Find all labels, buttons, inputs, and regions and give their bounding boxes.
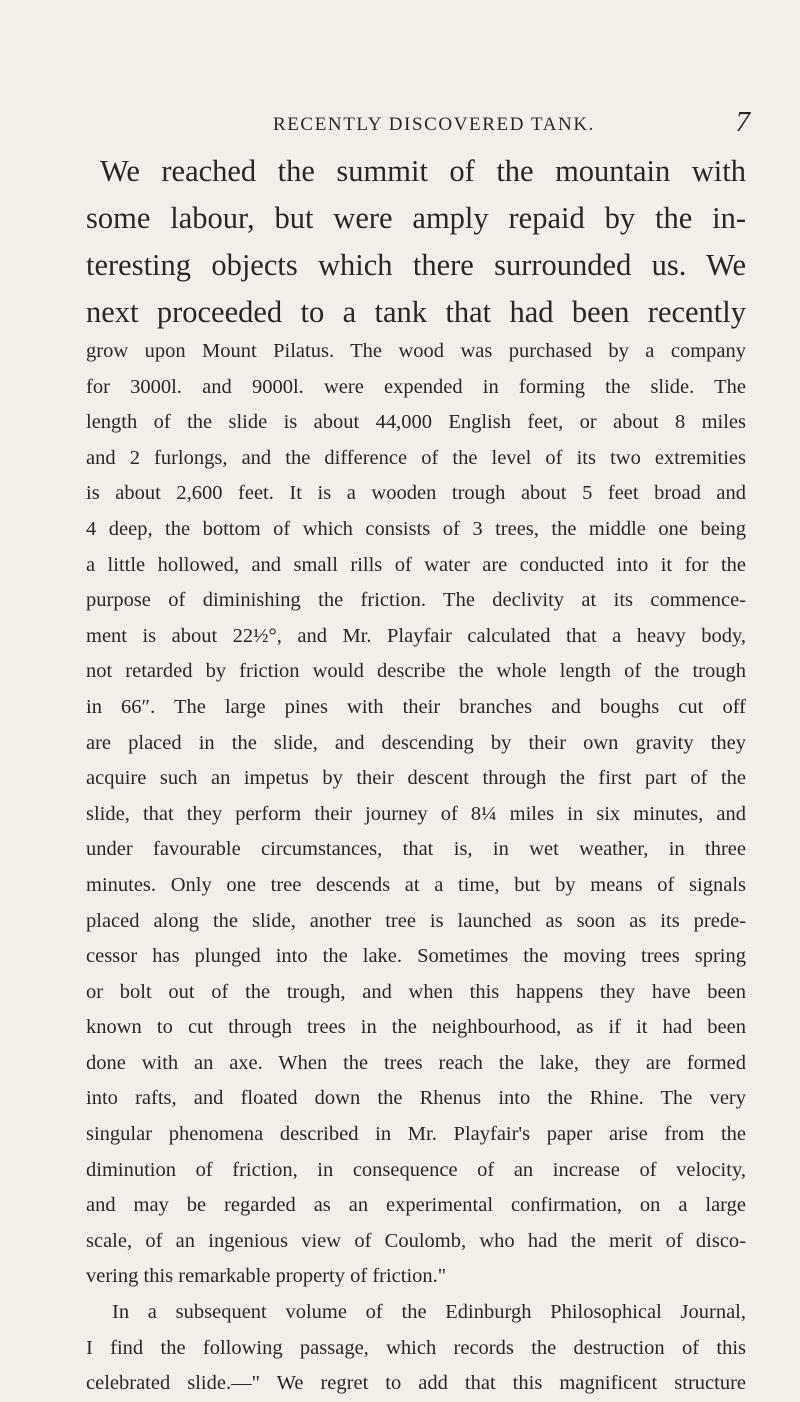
text-line: length of the slide is about 44,000 English feet, or about 8 miles: [86, 411, 746, 434]
text-line: I find the following passage, which records the destruction of this: [86, 1336, 746, 1359]
page-header: [118, 108, 750, 148]
text-line: vering this remarkable property of friction.": [86, 1265, 447, 1288]
text-line: are placed in the slide, and descending by their own gravity they: [86, 731, 746, 754]
page-number: 7: [735, 106, 750, 138]
text-line: 4 deep, the bottom of which consists of 3 trees, the middle one being: [86, 517, 746, 540]
text-line: a little hollowed, and small rills of water are conducted into it for the: [86, 553, 746, 576]
text-line: is about 2,600 feet. It is a wooden trough about 5 feet broad and: [86, 482, 746, 505]
text-line: for 3000l. and 9000l. were expended in forming the slide. The: [86, 375, 746, 398]
quoted-passage: [86, 334, 746, 1402]
text-line: into rafts, and floated down the Rhenus into the Rhine. The very: [86, 1087, 746, 1110]
text-line: purpose of diminishing the friction. The declivity at its commence-: [86, 589, 746, 612]
text-line: In a subsequent volume of the Edinburgh Philosophical Journal,: [112, 1301, 746, 1324]
lead-line: some labour, but were amply repaid by the in-: [86, 201, 746, 235]
text-line: scale, of an ingenious view of Coulomb, who had the merit of disco-: [86, 1229, 746, 1252]
text-line: under favourable circumstances, that is, in wet weather, in three: [86, 838, 746, 861]
text-line: ment is about 22½°, and Mr. Playfair calculated that a heavy body,: [86, 624, 746, 647]
lead-line: next proceeded to a tank that had been recently: [86, 295, 746, 329]
text-line: singular phenomena described in Mr. Playfair's paper arise from the: [86, 1123, 746, 1146]
text-line: minutes. Only one tree descends at a time, but by means of signals: [86, 873, 746, 896]
running-head: RECENTLY DISCOVERED TANK.: [272, 114, 596, 135]
text-line: slide, that they perform their journey of 8¼ miles in six minutes, and: [86, 802, 746, 825]
text-line: cessor has plunged into the lake. Sometimes the moving trees spring: [86, 945, 746, 968]
text-line: and 2 furlongs, and the difference of the level of its two extremities: [86, 446, 746, 469]
text-line: placed along the slide, another tree is launched as soon as its prede-: [86, 909, 746, 932]
text-line: grow upon Mount Pilatus. The wood was purchased by a company: [86, 340, 746, 362]
lead-line: teresting objects which there surrounded us. We: [86, 248, 746, 282]
text-line: acquire such an impetus by their descent through the first part of the: [86, 767, 746, 790]
text-line: diminution of friction, in consequence of an increase of velocity,: [86, 1158, 746, 1181]
lead-line: We reached the summit of the mountain with: [100, 154, 746, 188]
text-line: or bolt out of the trough, and when this happens they have been: [86, 980, 746, 1003]
text-line: known to cut through trees in the neighbourhood, as if it had been: [86, 1016, 746, 1039]
text-line: and may be regarded as an experimental confirmation, on a large: [86, 1194, 746, 1217]
text-line: done with an axe. When the trees reach the lake, they are formed: [86, 1051, 746, 1074]
text-line: in 66″. The large pines with their branches and boughs cut off: [86, 695, 746, 718]
text-line: not retarded by friction would describe the whole length of the trough: [86, 660, 746, 683]
lead-paragraph: [86, 148, 746, 336]
text-line: celebrated slide.—" We regret to add that this magnificent structure: [86, 1372, 746, 1395]
